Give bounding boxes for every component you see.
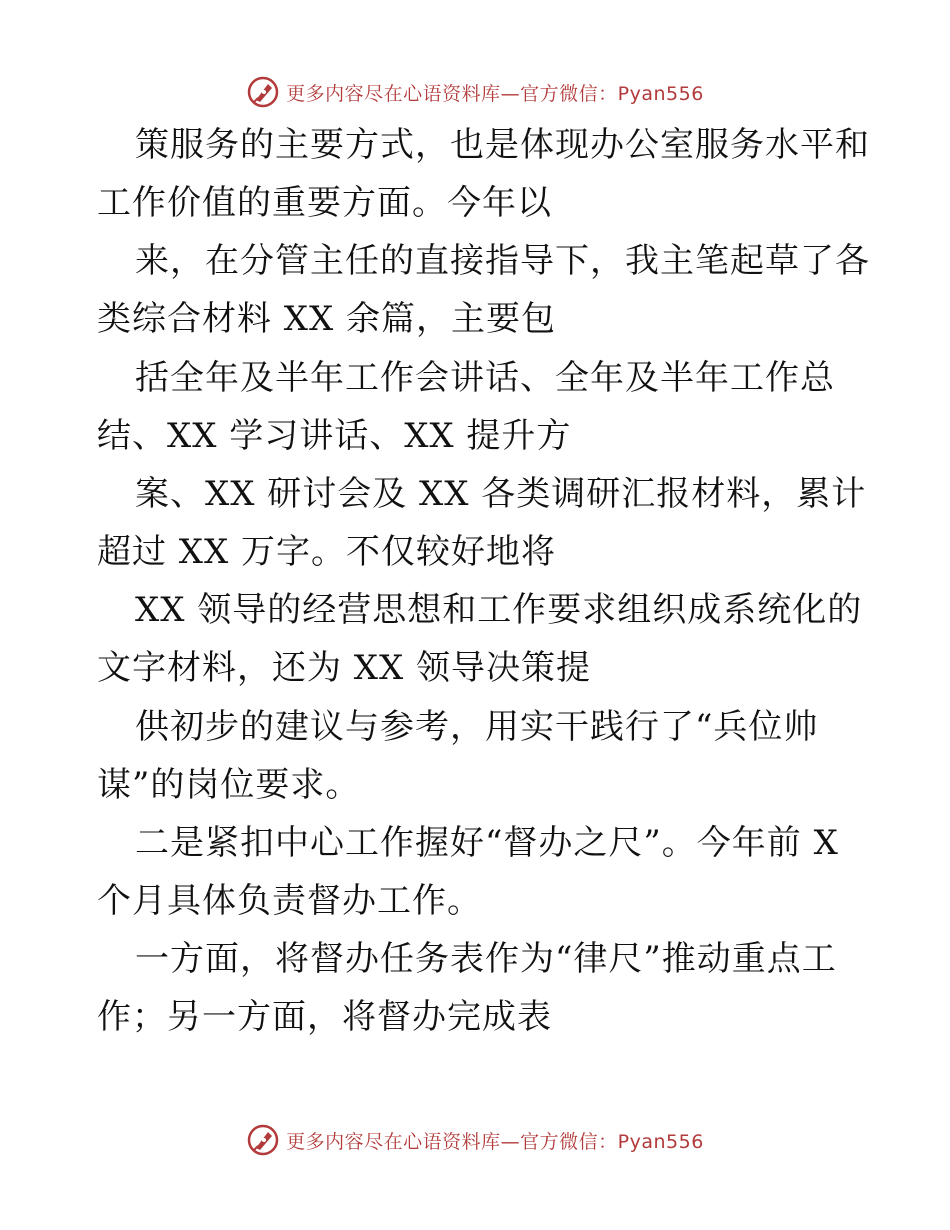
text-line: 括全年及半年工作会讲话、全年及半年工作总 bbox=[135, 358, 835, 398]
text-line: 结、XX 学习讲话、XX 提升方 bbox=[97, 416, 572, 456]
text-line: 个月具体负责督办工作。 bbox=[97, 881, 482, 921]
text-line: 类综合材料 XX 余篇，主要包 bbox=[97, 299, 557, 339]
text-line: 策服务的主要方式，也是体现办公室服务水平和 bbox=[135, 125, 870, 165]
footer-watermark bbox=[0, 1120, 950, 1160]
text-line: 作；另一方面，将督办完成表 bbox=[97, 997, 552, 1037]
text-line: 供初步的建议与参考，用实干践行了“兵位帅 bbox=[135, 707, 819, 747]
text-line: 工作价值的重要方面。今年以 bbox=[97, 183, 552, 223]
text-line: 案、XX 研讨会及 XX 各类调研汇报材料，累计 bbox=[135, 474, 867, 514]
text-line: 来，在分管主任的直接指导下，我主笔起草了各 bbox=[135, 241, 870, 281]
pen-nib-circle-icon bbox=[246, 75, 280, 109]
text-line: 谋”的岗位要求。 bbox=[97, 765, 361, 805]
watermark-text: 更多内容尽在心语资料库—官方微信：Pyan556 bbox=[286, 82, 704, 105]
watermark-text: 更多内容尽在心语资料库—官方微信：Pyan556 bbox=[286, 1130, 704, 1153]
text-line: 文字材料，还为 XX 领导决策提 bbox=[97, 648, 592, 688]
text-line: 一方面，将督办任务表作为“律尺”推动重点工 bbox=[135, 939, 837, 979]
header-watermark bbox=[0, 72, 950, 112]
text-line: XX 领导的经营思想和工作要求组织成系统化的 bbox=[135, 590, 863, 630]
text-line: 二是紧扣中心工作握好“督办之尺”。今年前 X bbox=[135, 823, 839, 863]
pen-nib-circle-icon bbox=[246, 1123, 280, 1157]
text-line: 超过 XX 万字。不仅较好地将 bbox=[97, 532, 557, 572]
